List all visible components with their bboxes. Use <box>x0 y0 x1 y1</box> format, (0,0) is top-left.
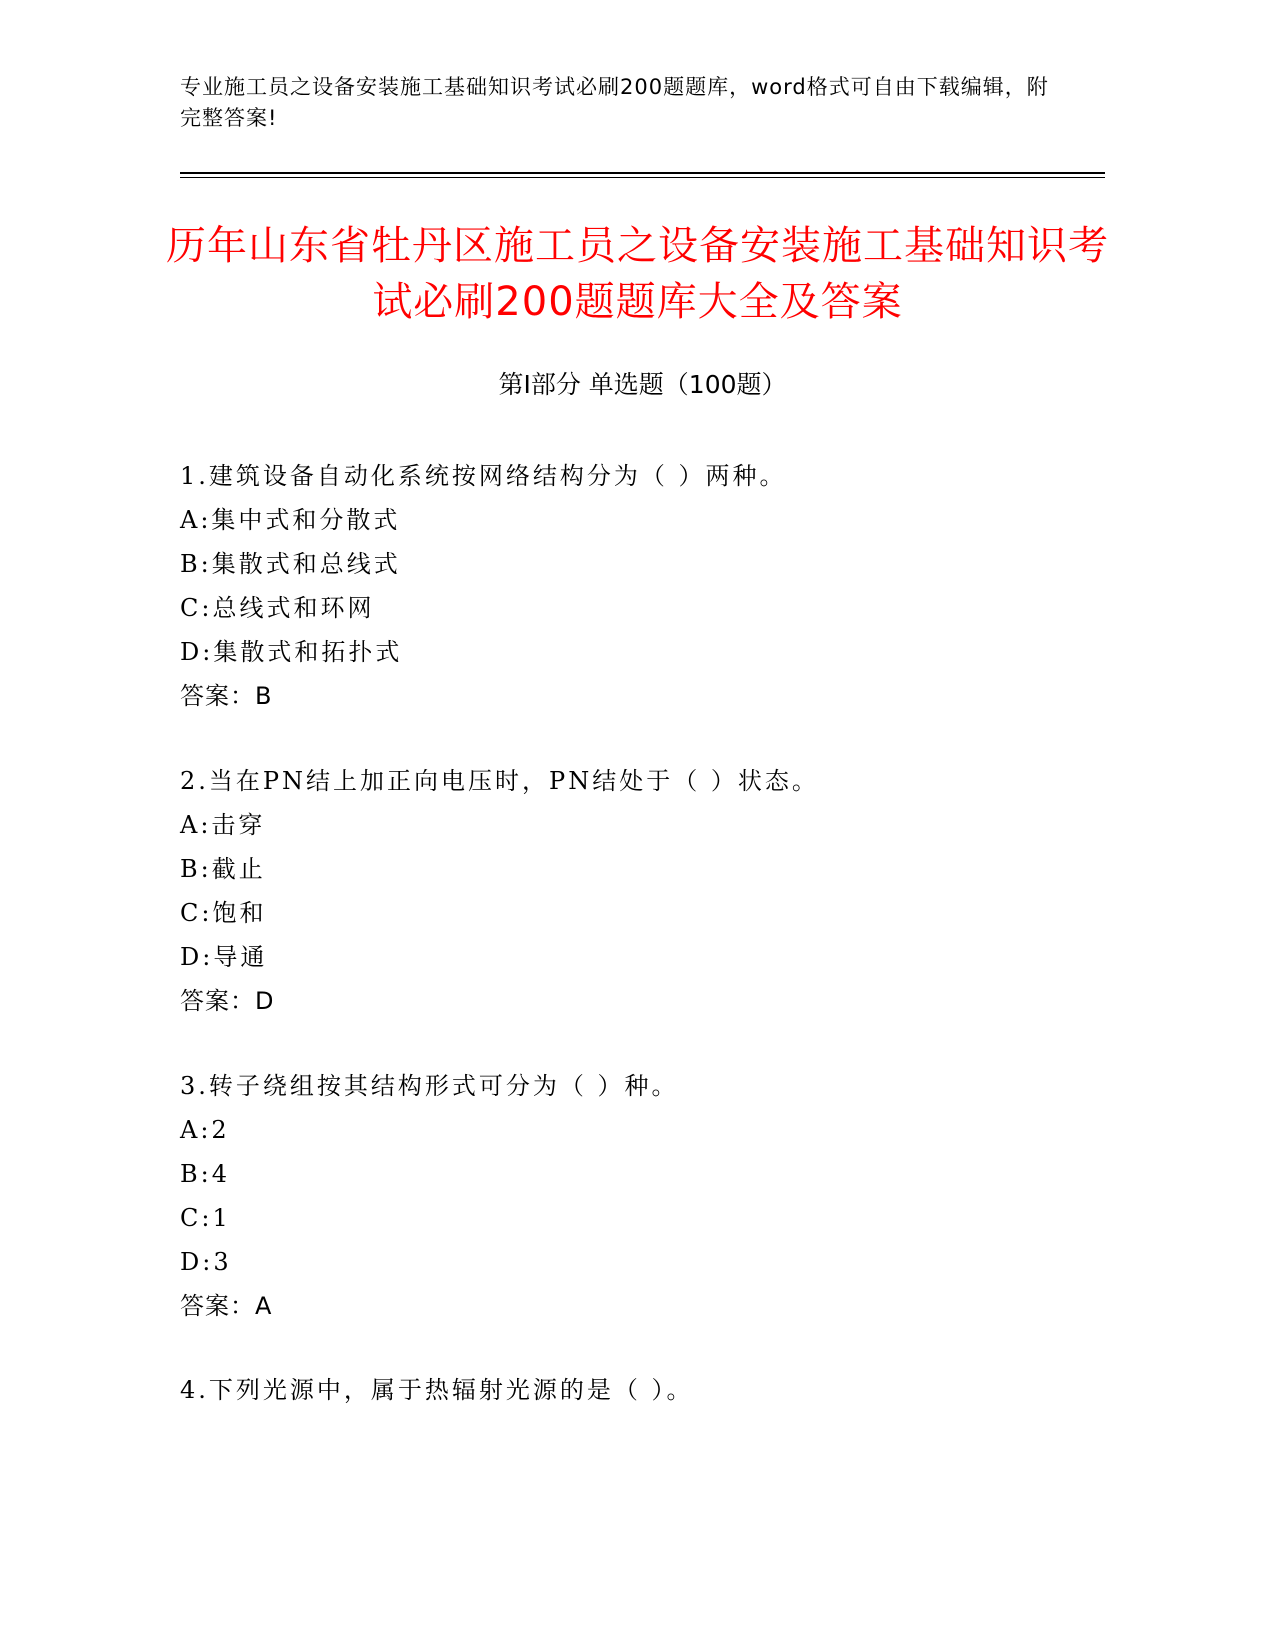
header-divider-thick <box>180 172 1105 174</box>
option-c: C:1 <box>180 1204 231 1232</box>
answer-label: 答案： <box>180 1292 255 1320</box>
option-c: C:饱和 <box>180 899 267 927</box>
answer-label: 答案： <box>180 987 255 1015</box>
question-2 <box>180 759 1105 1023</box>
question-stem: 2.当在PN结上加正向电压时，PN结处于（ ）状态。 <box>180 767 819 795</box>
question-stem: 3.转子绕组按其结构形式可分为（ ）种。 <box>180 1072 679 1100</box>
option-b: B:集散式和总线式 <box>180 550 401 578</box>
option-a: A:击穿 <box>180 811 266 839</box>
option-b: B:截止 <box>180 855 266 883</box>
option-a: A:集中式和分散式 <box>180 506 401 534</box>
answer-value: B <box>255 682 272 710</box>
option-d: D:3 <box>180 1248 232 1276</box>
question-4 <box>180 1368 1105 1412</box>
question-stem: 4.下列光源中，属于热辐射光源的是（ ）。 <box>180 1376 694 1404</box>
answer-value: D <box>255 987 274 1015</box>
answer-line <box>180 979 1105 1023</box>
option-b: B:4 <box>180 1160 230 1188</box>
document-title: 历年山东省牡丹区施工员之设备安装施工基础知识考试必刷200题题库大全及答案 <box>166 223 1109 325</box>
answer-line <box>180 674 1105 718</box>
answer-value: A <box>255 1292 272 1320</box>
question-1 <box>180 454 1105 718</box>
answer-line <box>180 1284 1105 1328</box>
header-note: 专业施工员之设备安装施工基础知识考试必刷200题题库，word格式可自由下载编辑，附完整答案! <box>180 75 1049 130</box>
question-3 <box>180 1064 1105 1328</box>
answer-label: 答案： <box>180 682 255 710</box>
option-d: D:导通 <box>180 943 268 971</box>
option-d: D:集散式和拓扑式 <box>180 638 403 666</box>
section-heading: 第Ⅰ部分 单选题（100题） <box>498 370 787 399</box>
option-a: A:2 <box>180 1116 230 1144</box>
question-stem: 1.建筑设备自动化系统按网络结构分为（ ）两种。 <box>180 462 787 490</box>
header-divider-thin <box>180 177 1105 178</box>
option-c: C:总线式和环网 <box>180 594 375 622</box>
